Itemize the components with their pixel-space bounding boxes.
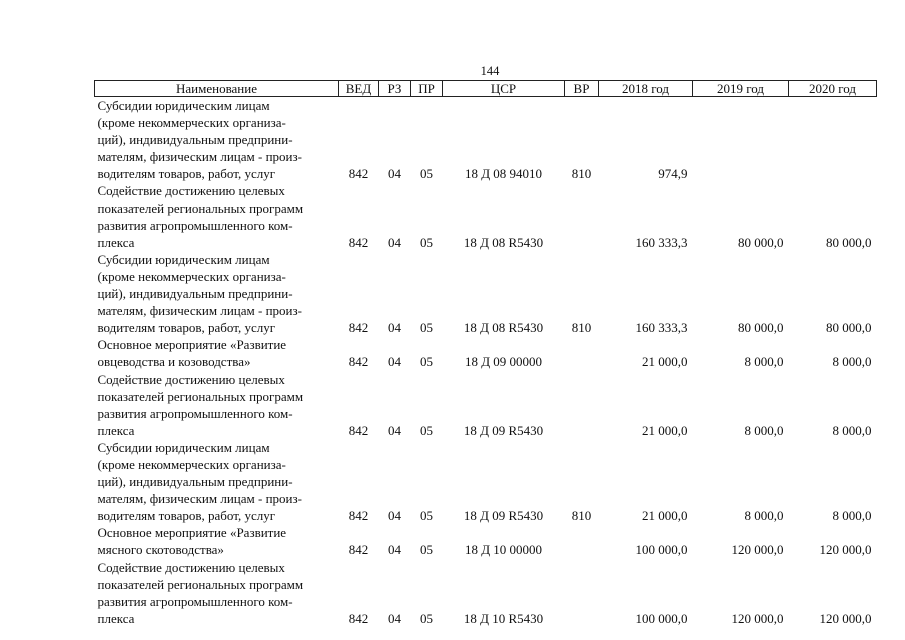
row-vr: 810 [571, 320, 592, 336]
row-name: Субсидии юридическим лицам (кроме некоммерческих организа- ций), индивидуальным предприни- мателям, физическим лицам - произ- водителям товаров, работ, услуг [97, 98, 302, 182]
row-name: Субсидии юридическим лицам (кроме некоммерческих организа- ций), индивидуальным предприни- мателям, физическим лицам - произ- водителям товаров, работ, услуг [97, 439, 302, 524]
row-name: Субсидии юридическим лицам (кроме некоммерческих организа- ций), индивидуальным предприни- мателям, физическим лицам - произ- водителям товаров, работ, услуг [97, 251, 302, 336]
row-2019: 80 000,0 [738, 234, 784, 250]
header-pr: ПР [411, 81, 443, 97]
row-vr [565, 182, 599, 250]
table-row [95, 439, 877, 524]
row-pr: 05 [420, 320, 433, 336]
row-name: Содействие достижению целевых показателей региональных программ развития агропромышленного ком- плекса [97, 559, 304, 626]
budget-table [94, 80, 877, 627]
table-row [95, 97, 877, 183]
row-rz: 04 [388, 234, 401, 250]
row-pr: 05 [420, 234, 433, 250]
row-pr: 05 [420, 354, 433, 370]
row-pr: 05 [420, 542, 433, 558]
row-2019: 8 000,0 [744, 422, 784, 438]
header-name: Наименование [95, 81, 339, 97]
row-pr: 05 [420, 508, 433, 524]
header-rz: РЗ [379, 81, 411, 97]
row-2019: 8 000,0 [744, 508, 784, 524]
row-2018: 100 000,0 [635, 610, 688, 626]
header-row [95, 81, 877, 97]
row-vr: 810 [571, 508, 592, 524]
row-rz: 04 [388, 320, 401, 336]
row-ved: 842 [348, 542, 369, 558]
row-2018: 21 000,0 [642, 422, 688, 438]
row-2018: 100 000,0 [635, 542, 688, 558]
table-row [95, 251, 877, 336]
row-vr: 810 [571, 166, 592, 182]
header-ved: ВЕД [339, 81, 379, 97]
row-2020 [789, 97, 877, 183]
table-body [95, 97, 877, 627]
table-row [95, 524, 877, 558]
header-2018: 2018 год [599, 81, 693, 97]
row-vr [565, 371, 599, 439]
row-2018: 21 000,0 [642, 508, 688, 524]
row-2020: 8 000,0 [832, 422, 872, 438]
row-rz: 04 [388, 508, 401, 524]
row-ved: 842 [348, 610, 369, 626]
row-csr: 18 Д 10 R5430 [463, 610, 544, 626]
row-2018: 974,9 [658, 166, 688, 182]
row-2020: 80 000,0 [826, 234, 872, 250]
row-pr: 05 [420, 422, 433, 438]
row-2020: 8 000,0 [832, 508, 872, 524]
row-vr [565, 524, 599, 558]
row-name: Содействие достижению целевых показателей региональных программ развития агропромышленного ком- плекса [97, 183, 304, 250]
row-2020: 120 000,0 [819, 542, 872, 558]
row-rz: 04 [388, 354, 401, 370]
row-csr: 18 Д 08 94010 [464, 166, 543, 182]
row-ved: 842 [348, 320, 369, 336]
row-2020: 120 000,0 [819, 610, 872, 626]
row-csr: 18 Д 09 00000 [464, 354, 543, 370]
table-header [95, 81, 877, 97]
row-rz: 04 [388, 610, 401, 626]
row-pr: 05 [420, 610, 433, 626]
row-csr: 18 Д 09 R5430 [463, 508, 544, 524]
row-2019: 8 000,0 [744, 354, 784, 370]
row-2018: 21 000,0 [642, 354, 688, 370]
row-name: Основное мероприятие «Развитие овцеводства и козоводства» [97, 337, 287, 370]
row-csr: 18 Д 10 00000 [464, 542, 543, 558]
row-ved: 842 [348, 166, 369, 182]
row-ved: 842 [348, 508, 369, 524]
row-2019: 120 000,0 [731, 542, 784, 558]
row-pr: 05 [420, 166, 433, 182]
header-csr: ЦСР [443, 81, 565, 97]
row-rz: 04 [388, 542, 401, 558]
header-2019: 2019 год [693, 81, 789, 97]
row-2019: 120 000,0 [731, 610, 784, 626]
header-vr: ВР [565, 81, 599, 97]
row-2020: 80 000,0 [826, 320, 872, 336]
row-csr: 18 Д 08 R5430 [463, 234, 544, 250]
row-csr: 18 Д 09 R5430 [463, 422, 544, 438]
row-rz: 04 [388, 422, 401, 438]
row-2020: 8 000,0 [832, 354, 872, 370]
row-ved: 842 [348, 354, 369, 370]
table-row [95, 182, 877, 250]
page-number: 144 [480, 64, 500, 78]
row-2018: 160 333,3 [635, 234, 688, 250]
table-row [95, 336, 877, 370]
row-2019: 80 000,0 [738, 320, 784, 336]
header-2020: 2020 год [789, 81, 877, 97]
row-name: Содействие достижению целевых показателей региональных программ развития агропромышленного ком- плекса [97, 371, 304, 438]
row-csr: 18 Д 08 R5430 [463, 320, 544, 336]
row-ved: 842 [348, 422, 369, 438]
row-vr [565, 336, 599, 370]
row-2018: 160 333,3 [635, 320, 688, 336]
row-2019 [693, 97, 789, 183]
row-vr [565, 559, 599, 627]
table-row [95, 371, 877, 439]
row-name: Основное мероприятие «Развитие мясного скотоводства» [97, 525, 287, 558]
table-row [95, 559, 877, 627]
row-ved: 842 [348, 234, 369, 250]
row-rz: 04 [388, 166, 401, 182]
